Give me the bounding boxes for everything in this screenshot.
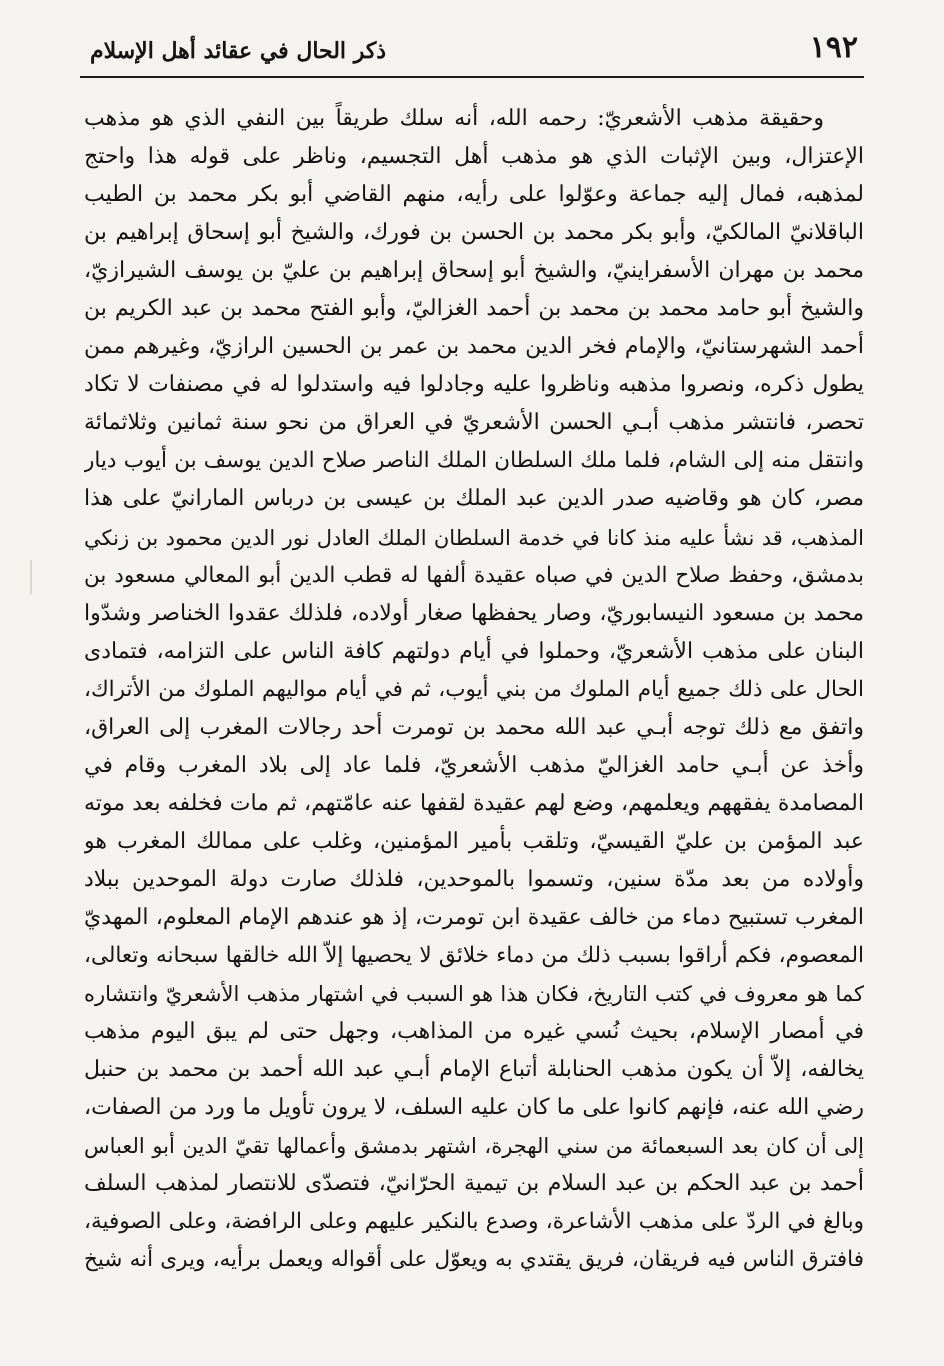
page-number: ١٩٢ xyxy=(809,30,858,65)
text-line: وانتقل منه إلى الشام، فلما ملك السلطان الملك الناصر صلاح الدين يوسف بن أيوب ديار xyxy=(84,448,864,474)
text-line: مصر، كان هو وقاضيه صدر الدين عبد الملك بن عيسى بن درباس المارانيّ على هذا xyxy=(84,486,864,512)
running-title: ذكر الحال في عقائد أهل الإسلام xyxy=(90,38,387,64)
text-line: الحال على ذلك جميع أيام الملوك من بني أيوب، ثم في أيام مواليهم الملوك من الأتراك، xyxy=(84,676,864,702)
body-text xyxy=(84,100,864,1279)
text-line: أحمد بن عبد الحكم بن عبد السلام بن تيمية الحرّانيّ، فتصدّى للانتصار لمذهب السلف xyxy=(84,1171,864,1197)
text-line: بدمشق، وحفظ صلاح الدين في صباه عقيدة ألفها له قطب الدين أبو المعالي مسعود بن xyxy=(84,562,864,588)
text-line: محمد بن مسعود النيسابوريّ، وصار يحفظها صغار أولاده، فلذلك عقدوا الخناصر وشدّوا xyxy=(84,600,864,626)
text-line: واتفق مع ذلك توجه أبـي عبد الله محمد بن تومرت أحد رجالات المغرب إلى العراق، xyxy=(84,714,864,740)
text-line: المصامدة يفقههم ويعلمهم، وضع لهم عقيدة لقفها عنه عامّتهم، ثم مات فخلفه بعد موته xyxy=(84,790,864,816)
text-line: كما هو معروف في كتب التاريخ، فكان هذا هو السبب في اشتهار مذهب الأشعريّ وانتشاره xyxy=(84,982,864,1007)
text-line: يخالفه، إلاّ أن يكون مذهب الحنابلة أتباع الإمام أبـي عبد الله أحمد بن محمد بن حنبل xyxy=(84,1057,864,1083)
text-line: تحصر، فانتشر مذهب أبـي الحسن الأشعريّ في العراق من نحو سنة ثمانين وثلاثمائة xyxy=(84,410,864,436)
text-line: وبالغ في الردّ على مذهب الأشاعرة، وصدع بالنكير عليهم وعلى الرافضة، وعلى الصوفية، xyxy=(84,1209,864,1235)
scan-edge-mark xyxy=(30,560,32,594)
text-line: الإعتزال، وبين الإثبات الذي هو مذهب أهل التجسيم، وناظر على قوله هذا واحتج xyxy=(84,144,864,170)
text-line: وأخذ عن أبـي حامد الغزاليّ مذهب الأشعريّ، فلما عاد إلى بلاد المغرب وقام في xyxy=(84,752,864,778)
text-line: البنان على مذهب الأشعريّ، وحملوا في أيام دولتهم كافة الناس على التزامه، فتمادى xyxy=(84,638,864,664)
text-line: الباقلانيّ المالكيّ، وأبو بكر محمد بن الحسن بن فورك، والشيخ أبو إسحاق إبراهيم بن xyxy=(84,220,864,246)
text-line: محمد بن مهران الأسفراينيّ، والشيخ أبو إسحاق إبراهيم بن عليّ بن يوسف الشيرازيّ، xyxy=(84,258,864,284)
text-line: فافترق الناس فيه فريقان، فريق يقتدي به ويعوّل على أقواله ويعمل برأيه، ويرى أنه شيخ xyxy=(84,1247,864,1273)
text-line: في أمصار الإسلام، بحيث نُسي غيره من المذاهب، وجهل حتى لم يبق اليوم مذهب xyxy=(84,1019,864,1045)
text-line: والشيخ أبو حامد محمد بن محمد بن أحمد الغزاليّ، وأبو الفتح محمد بن عبد الكريم بن xyxy=(84,296,864,322)
header-rule xyxy=(80,76,864,78)
text-line: المغرب تستبيح دماء من خالف عقيدة ابن تومرت، إذ هو عندهم الإمام المعلوم، المهديّ xyxy=(84,904,864,930)
text-line: رضي الله عنه، فإنهم كانوا على ما كان عليه السلف، لا يرون تأويل ما ورد من الصفات، xyxy=(84,1095,864,1121)
text-line: إلى أن كان بعد السبعمائة من سني الهجرة، اشتهر بدمشق وأعمالها تقيّ الدين أبو العباس xyxy=(84,1134,864,1159)
page-header xyxy=(80,28,864,72)
text-line: لمذهبه، فمال إليه جماعة وعوّلوا على رأيه، منهم القاضي أبو بكر محمد بن الطيب xyxy=(84,182,864,208)
text-line: المعصوم، فكم أراقوا بسبب ذلك من دماء خلائق لا يحصيها إلاّ الله خالقها سبحانه وتعالى، xyxy=(84,943,864,969)
text-line: يطول ذكره، ونصروا مذهبه وناظروا عليه وجادلوا فيه واستدلوا له في مصنفات لا تكاد xyxy=(84,372,864,398)
text-line: وأولاده من بعد مدّة سنين، وتسموا بالموحدين، فلذلك صارت دولة الموحدين ببلاد xyxy=(84,866,864,892)
text-line: أحمد الشهرستانيّ، والإمام فخر الدين محمد بن عمر بن الحسين الرازيّ، وغيرهم ممن xyxy=(84,334,864,360)
text-line: المذهب، قد نشأ عليه منذ كانا في خدمة السلطان الملك العادل نور الدين محمود بن زنكي xyxy=(84,525,864,550)
text-line: وحقيقة مذهب الأشعريّ: رحمه الله، أنه سلك طريقاً بين النفي الذي هو مذهب xyxy=(84,106,824,131)
text-line: عبد المؤمن بن عليّ القيسيّ، وتلقب بأمير المؤمنين، وغلب على ممالك المغرب هو xyxy=(84,828,864,854)
